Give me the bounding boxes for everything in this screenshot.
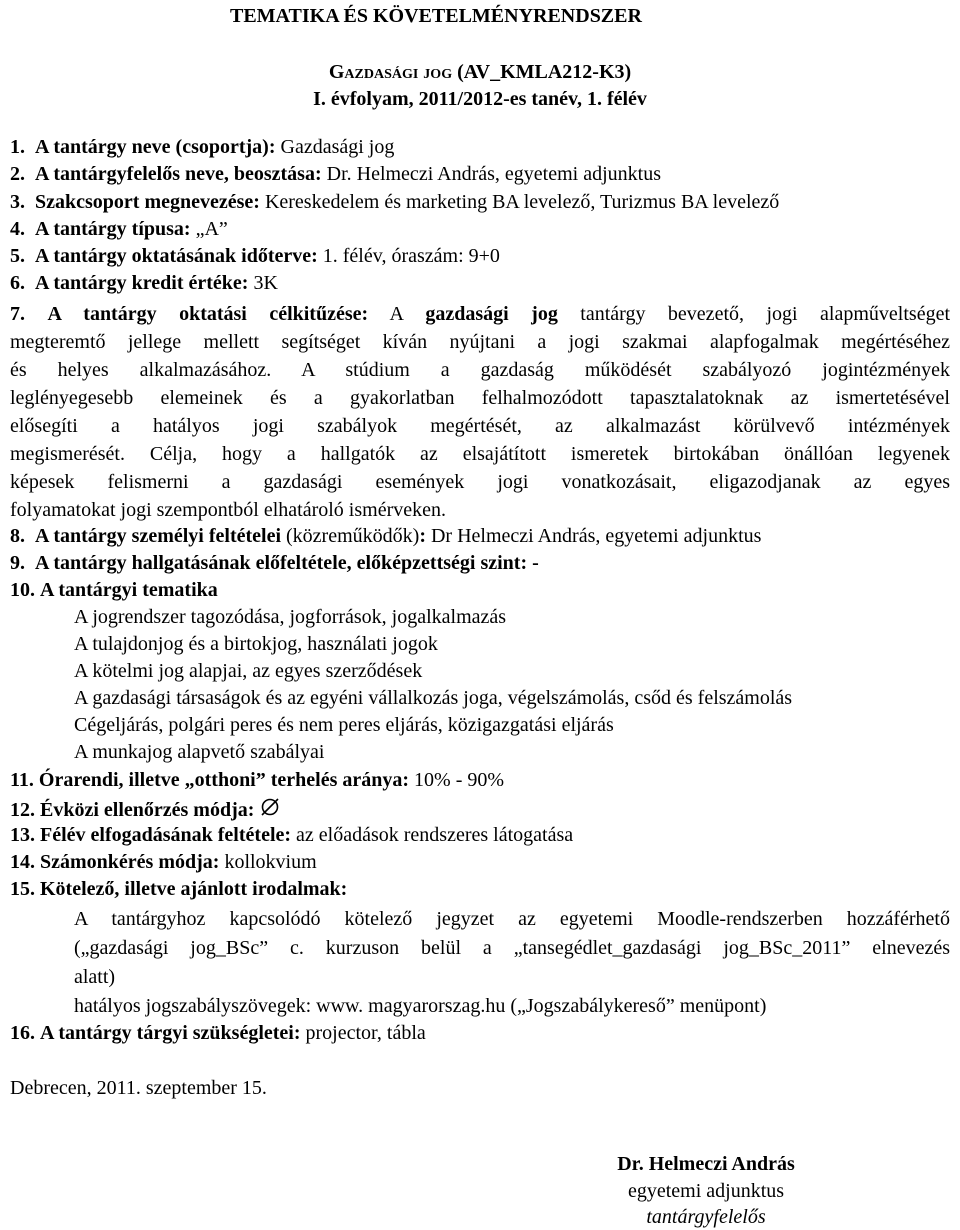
item-label: Kötelező, illetve ajánlott irodalmak:: [40, 878, 348, 900]
item-number: 3.: [10, 191, 25, 213]
item-7-line-5: elősegíti a hatályos jogi szabályok megértését, az alkalmazást körülvevő intézmények: [10, 415, 950, 437]
item-number: 16.: [10, 1022, 35, 1044]
item-value: az előadások rendszeres látogatása: [296, 824, 574, 846]
item-2: [10, 162, 661, 186]
signer-title: egyetemi adjunktus: [627, 1180, 785, 1202]
item-number: 1.: [10, 136, 25, 158]
item-9: [10, 551, 539, 575]
item-number: 12.: [10, 799, 35, 821]
item-5: [10, 244, 500, 268]
item-7-line-3: és helyes alkalmazásához. A stúdium a gazdaság működését szabályozó jogintézmények: [10, 359, 950, 381]
item-number: 2.: [10, 163, 25, 185]
item-label: A tantárgyfelelős neve, beosztása:: [35, 163, 322, 185]
item-label: A tantárgy személyi feltételei: [35, 525, 282, 547]
course-code: (AV_KMLA212-K3): [457, 61, 632, 83]
item-value: Dr Helmeczi András, egyetemi adjunktus: [430, 525, 762, 547]
item-value: „A”: [195, 218, 228, 240]
item-7-line-8: folyamatokat jogi szempontból elhatároló ismérveken.: [10, 499, 446, 521]
item-value: 10% - 90%: [414, 769, 505, 791]
item-label: A tantárgyi tematika: [40, 579, 218, 601]
item-3: [10, 190, 779, 214]
item-label: Félév elfogadásának feltétele:: [40, 824, 292, 846]
signer-name: Dr. Helmeczi András: [617, 1153, 795, 1175]
item-label: A tantárgy hallgatásának előfeltétele, előképzettségi szint: -: [35, 552, 539, 574]
course-year: I. évfolyam, 2011/2012-es tanév, 1. félév: [313, 88, 647, 110]
item-number: 6.: [10, 272, 25, 294]
item-10: [10, 578, 218, 602]
item-colon: :: [419, 525, 426, 547]
item-value: kollokvium: [224, 851, 317, 873]
item-15: [10, 877, 347, 901]
item-11: [10, 768, 504, 792]
item-7-line-7: képesek felismerni a gazdasági események jogi vonatkozásait, eligazodjanak az egyes: [10, 471, 950, 493]
item-number: 5.: [10, 245, 25, 267]
item-label: A tantárgy oktatásának időterve:: [35, 245, 318, 267]
item-text: tantárgy bevezető, jogi alapműveltséget: [580, 303, 950, 325]
item-7-line-2: megteremtő jellege mellett segítséget kíván nyújtani a jogi szakmai alapfogalmak megértéséhez: [10, 331, 950, 353]
place-date: Debrecen, 2011. szeptember 15.: [10, 1077, 267, 1099]
item-16: [10, 1021, 426, 1045]
topic-item: A jogrendszer tagozódása, jogforrások, jogalkalmazás: [74, 606, 507, 628]
item-text-bold: gazdasági jog: [425, 303, 558, 325]
item-12: [10, 796, 281, 824]
empty-set-icon: [259, 796, 281, 824]
literature-line-4: hatályos jogszabályszövegek: www. magyarorszag.hu („Jogszabálykereső” menüpont): [74, 995, 767, 1017]
item-label: A tantárgy tárgyi szükségletei:: [40, 1022, 301, 1044]
item-8: [10, 524, 761, 548]
signer-role: tantárgyfelelős: [646, 1206, 766, 1228]
item-value: 3K: [253, 272, 278, 294]
item-text: A: [389, 303, 403, 325]
item-number: 7.: [10, 303, 25, 325]
item-label-paren: (közreműködők): [286, 525, 420, 547]
item-14: [10, 850, 317, 874]
item-number: 4.: [10, 218, 25, 240]
topic-item: A gazdasági társaságok és az egyéni vállalkozás joga, végelszámolás, csőd és felszámolás: [74, 687, 793, 709]
item-label: Számonkérés módja:: [40, 851, 220, 873]
item-value: Dr. Helmeczi András, egyetemi adjunktus: [326, 163, 661, 185]
literature-line-2: („gazdasági jog_BSc” c. kurzuson belül a „tansegédlet_gazdasági jog_BSc_2011” elnevezés: [74, 937, 950, 959]
literature-line-3: alatt): [74, 966, 116, 988]
item-number: 10.: [10, 579, 35, 601]
document-title: TEMATIKA ÉS KÖVETELMÉNYRENDSZER: [230, 5, 642, 27]
item-number: 8.: [10, 525, 25, 547]
item-label: A tantárgy oktatási célkitűzése:: [47, 303, 369, 325]
topic-item: A tulajdonjog és a birtokjog, használati jogok: [74, 633, 438, 655]
item-value: Kereskedelem és marketing BA levelező, Turizmus BA levelező: [264, 191, 780, 213]
item-number: 14.: [10, 851, 35, 873]
item-number: 13.: [10, 824, 35, 846]
item-1: [10, 135, 394, 159]
item-number: 11.: [10, 769, 34, 791]
course-name: Gazdasági jog: [328, 61, 453, 83]
item-4: [10, 217, 228, 241]
course-heading: [0, 60, 960, 84]
item-value: 1. félév, óraszám: 9+0: [322, 245, 500, 267]
item-label: Szakcsoport megnevezése:: [35, 191, 260, 213]
item-label: Órarendi, illetve „otthoni” terhelés aránya:: [38, 769, 410, 791]
item-value: Gazdasági jog: [280, 136, 395, 158]
item-number: 9.: [10, 552, 25, 574]
topic-item: Cégeljárás, polgári peres és nem peres eljárás, közigazgatási eljárás: [74, 714, 614, 736]
item-7-line-1: [10, 302, 950, 326]
item-7-line-4: leglényegesebb elemeinek és a gyakorlatban felhalmozódott tapasztalatoknak az ismertetésével: [10, 387, 950, 409]
item-13: [10, 823, 573, 847]
item-6: [10, 271, 278, 295]
item-label: Évközi ellenőrzés módja:: [40, 799, 255, 821]
item-label: A tantárgy típusa:: [35, 218, 191, 240]
item-number: 15.: [10, 878, 35, 900]
item-label: A tantárgy neve (csoportja):: [35, 136, 276, 158]
topic-item: A kötelmi jog alapjai, az egyes szerződések: [74, 660, 423, 682]
item-7-line-6: megismerését. Célja, hogy a hallgatók az elsajátított ismeretek birtokában önállóan legyenek: [10, 443, 950, 465]
item-value: projector, tábla: [305, 1022, 426, 1044]
item-label: A tantárgy kredit értéke:: [35, 272, 249, 294]
literature-line-1: A tantárgyhoz kapcsolódó kötelező jegyzet az egyetemi Moodle-rendszerben hozzáférhető: [74, 908, 950, 930]
topic-item: A munkajog alapvető szabályai: [74, 741, 325, 763]
